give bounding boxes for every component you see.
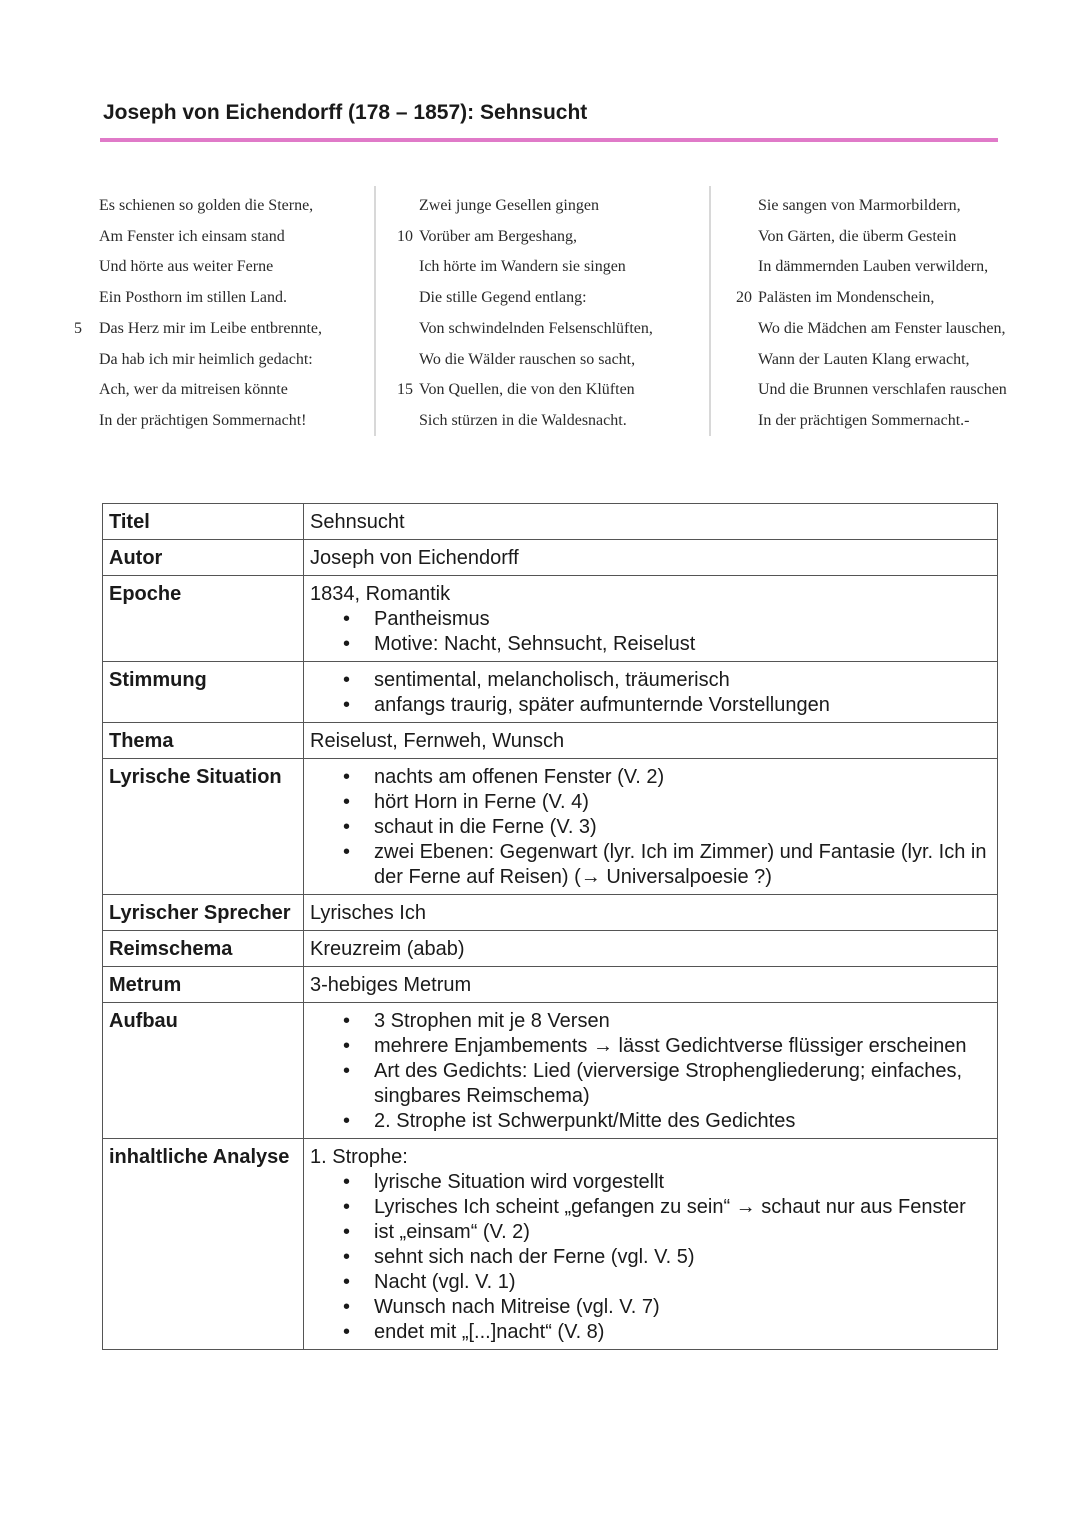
bullet-item: • endet mit „[...]nacht“ (V. 8) bbox=[374, 1320, 991, 1345]
row-label: Epoche bbox=[103, 576, 304, 662]
page-title: Joseph von Eichendorff (178 – 1857): Sehnsucht bbox=[103, 101, 588, 124]
verse-number bbox=[718, 223, 752, 254]
row-value bbox=[304, 540, 998, 576]
verse-text: Von schwindelnden Felsenschlüften, bbox=[419, 319, 653, 337]
row-label: inhaltliche Analyse bbox=[103, 1139, 304, 1350]
row-value bbox=[304, 1139, 998, 1350]
verse-number bbox=[379, 407, 413, 438]
table-row bbox=[103, 1003, 998, 1139]
bullet-item: • sentimental, melancholisch, träumerisch bbox=[374, 668, 991, 693]
verse-text: Ein Posthorn im stillen Land. bbox=[99, 289, 287, 307]
bullet-list bbox=[310, 1170, 991, 1345]
verse-number bbox=[718, 192, 752, 223]
verse-number bbox=[68, 346, 82, 377]
bullet-item: • hört Horn in Ferne (V. 4) bbox=[374, 790, 991, 815]
bullet-item: • 2. Strophe ist Schwerpunkt/Mitte des Gedichtes bbox=[374, 1109, 991, 1134]
bullet-list bbox=[310, 607, 991, 657]
row-label: Reimschema bbox=[103, 931, 304, 967]
bullet-list bbox=[310, 668, 991, 718]
row-value bbox=[304, 931, 998, 967]
verse-number: 15 bbox=[397, 381, 413, 399]
verse-number: 10 bbox=[397, 227, 413, 245]
verse-number bbox=[379, 284, 413, 315]
verse-text: In der prächtigen Sommernacht.- bbox=[758, 411, 970, 429]
verse-number bbox=[718, 253, 752, 284]
verse-number bbox=[718, 407, 752, 438]
verse-text: Am Fenster ich einsam stand bbox=[99, 227, 285, 245]
table-row bbox=[103, 504, 998, 540]
verse-text: In dämmernden Lauben verwildern, bbox=[758, 258, 989, 276]
row-value bbox=[304, 1003, 998, 1139]
verse-number bbox=[379, 192, 413, 223]
verse-text: In der prächtigen Sommernacht! bbox=[99, 411, 307, 429]
bullet-item: • Nacht (vgl. V. 1) bbox=[374, 1270, 991, 1295]
column-divider bbox=[709, 186, 711, 436]
row-value-text: Joseph von Eichendorff bbox=[310, 547, 519, 569]
verse-number bbox=[379, 315, 413, 346]
table-row bbox=[103, 931, 998, 967]
row-value bbox=[304, 576, 998, 662]
row-value bbox=[304, 662, 998, 723]
bullet-item: • Wunsch nach Mitreise (vgl. V. 7) bbox=[374, 1295, 991, 1320]
verse-text: Zwei junge Gesellen gingen bbox=[419, 197, 599, 214]
table-row bbox=[103, 759, 998, 895]
verse-text: Wo die Mädchen am Fenster lauschen, bbox=[758, 319, 1006, 337]
verse-number bbox=[718, 376, 752, 407]
verse-text: Vorüber am Bergeshang, bbox=[419, 227, 578, 245]
verse-text: Es schienen so golden die Sterne, bbox=[99, 197, 314, 214]
bullet-item: • mehrere Enjambements → lässt Gedichtverse flüssiger erscheinen bbox=[374, 1034, 991, 1059]
row-value-text: Reiselust, Fernweh, Wunsch bbox=[310, 730, 565, 752]
verse-text: Wo die Wälder rauschen so sacht, bbox=[419, 350, 636, 368]
row-label: Autor bbox=[103, 540, 304, 576]
row-label: Aufbau bbox=[103, 1003, 304, 1139]
verse-text: Von Quellen, die von den Klüften bbox=[419, 381, 635, 399]
verse-number: 20 bbox=[736, 289, 752, 307]
verse-number bbox=[68, 192, 82, 223]
row-value-text: 1. Strophe: bbox=[310, 1146, 408, 1168]
row-value bbox=[304, 723, 998, 759]
bullet-item: • anfangs traurig, später aufmunternde Vorstellungen bbox=[374, 693, 991, 718]
table-row bbox=[103, 540, 998, 576]
verse-number bbox=[68, 376, 82, 407]
verse-text: Sie sangen von Marmorbildern, bbox=[758, 197, 961, 214]
bullet-list bbox=[310, 765, 991, 890]
bullet-item: • ist „einsam“ (V. 2) bbox=[374, 1220, 991, 1245]
row-label: Metrum bbox=[103, 967, 304, 1003]
row-label: Thema bbox=[103, 723, 304, 759]
table-row bbox=[103, 1139, 998, 1350]
column-divider bbox=[374, 186, 376, 436]
row-value-text: 1834, Romantik bbox=[310, 583, 451, 605]
row-value-text: Lyrisches Ich bbox=[310, 902, 426, 924]
analysis-table bbox=[102, 503, 998, 1350]
bullet-item: • Motive: Nacht, Sehnsucht, Reiselust bbox=[374, 632, 991, 657]
row-value-text: Kreuzreim (abab) bbox=[310, 938, 465, 960]
bullet-item: • nachts am offenen Fenster (V. 2) bbox=[374, 765, 991, 790]
verse-text: Die stille Gegend entlang: bbox=[419, 289, 587, 307]
table-row bbox=[103, 967, 998, 1003]
bullet-item: • 3 Strophen mit je 8 Versen bbox=[374, 1009, 991, 1034]
bullet-item: • Art des Gedichts: Lied (vierversige Strophengliederung; einfaches, singbares Reimschema) bbox=[374, 1059, 991, 1109]
bullet-item: • Pantheismus bbox=[374, 607, 991, 632]
row-value bbox=[304, 504, 998, 540]
verse-number bbox=[718, 315, 752, 346]
verse-text: Von Gärten, die überm Gestein bbox=[758, 227, 957, 245]
row-value bbox=[304, 967, 998, 1003]
verse-number bbox=[68, 407, 82, 438]
bullet-item: • Lyrisches Ich scheint „gefangen zu sein“ → schaut nur aus Fenster bbox=[374, 1195, 991, 1220]
verse-text: Das Herz mir im Leibe entbrennte, bbox=[99, 319, 323, 337]
verse-text: Palästen im Mondenschein, bbox=[758, 289, 935, 307]
bullet-item: • schaut in die Ferne (V. 3) bbox=[374, 815, 991, 840]
bullet-item: • zwei Ebenen: Gegenwart (lyr. Ich im Zimmer) und Fantasie (lyr. Ich in der Ferne auf Reisen) (→ Universalpoesie ?) bbox=[374, 840, 991, 890]
row-label: Stimmung bbox=[103, 662, 304, 723]
verse-number: 5 bbox=[74, 319, 82, 337]
row-value bbox=[304, 895, 998, 931]
bullet-item: • lyrische Situation wird vorgestellt bbox=[374, 1170, 991, 1195]
row-label: Lyrischer Sprecher bbox=[103, 895, 304, 931]
verse-text: Sich stürzen in die Waldesnacht. bbox=[419, 411, 627, 429]
bullet-list bbox=[310, 1009, 991, 1134]
row-value bbox=[304, 759, 998, 895]
verse-text: Ich hörte im Wandern sie singen bbox=[419, 258, 626, 276]
verse-text: Und die Brunnen verschlafen rauschen bbox=[758, 381, 1007, 399]
verse-number bbox=[68, 223, 82, 254]
row-label: Titel bbox=[103, 504, 304, 540]
table-row bbox=[103, 723, 998, 759]
verse-text: Wann der Lauten Klang erwacht, bbox=[758, 350, 970, 368]
table-row bbox=[103, 576, 998, 662]
verse-text: Da hab ich mir heimlich gedacht: bbox=[99, 350, 313, 368]
verse-number bbox=[718, 346, 752, 377]
row-value-text: 3-hebiges Metrum bbox=[310, 974, 472, 996]
title-underline bbox=[100, 138, 998, 142]
bullet-item: • sehnt sich nach der Ferne (vgl. V. 5) bbox=[374, 1245, 991, 1270]
row-value-text: Sehnsucht bbox=[310, 511, 405, 533]
verse-number bbox=[379, 346, 413, 377]
verse-text: Ach, wer da mitreisen könnte bbox=[99, 381, 288, 399]
table-row bbox=[103, 895, 998, 931]
verse-number bbox=[68, 253, 82, 284]
verse-number bbox=[379, 253, 413, 284]
table-row bbox=[103, 662, 998, 723]
row-label: Lyrische Situation bbox=[103, 759, 304, 895]
verse-number bbox=[68, 284, 82, 315]
verse-text: Und hörte aus weiter Ferne bbox=[99, 258, 274, 276]
